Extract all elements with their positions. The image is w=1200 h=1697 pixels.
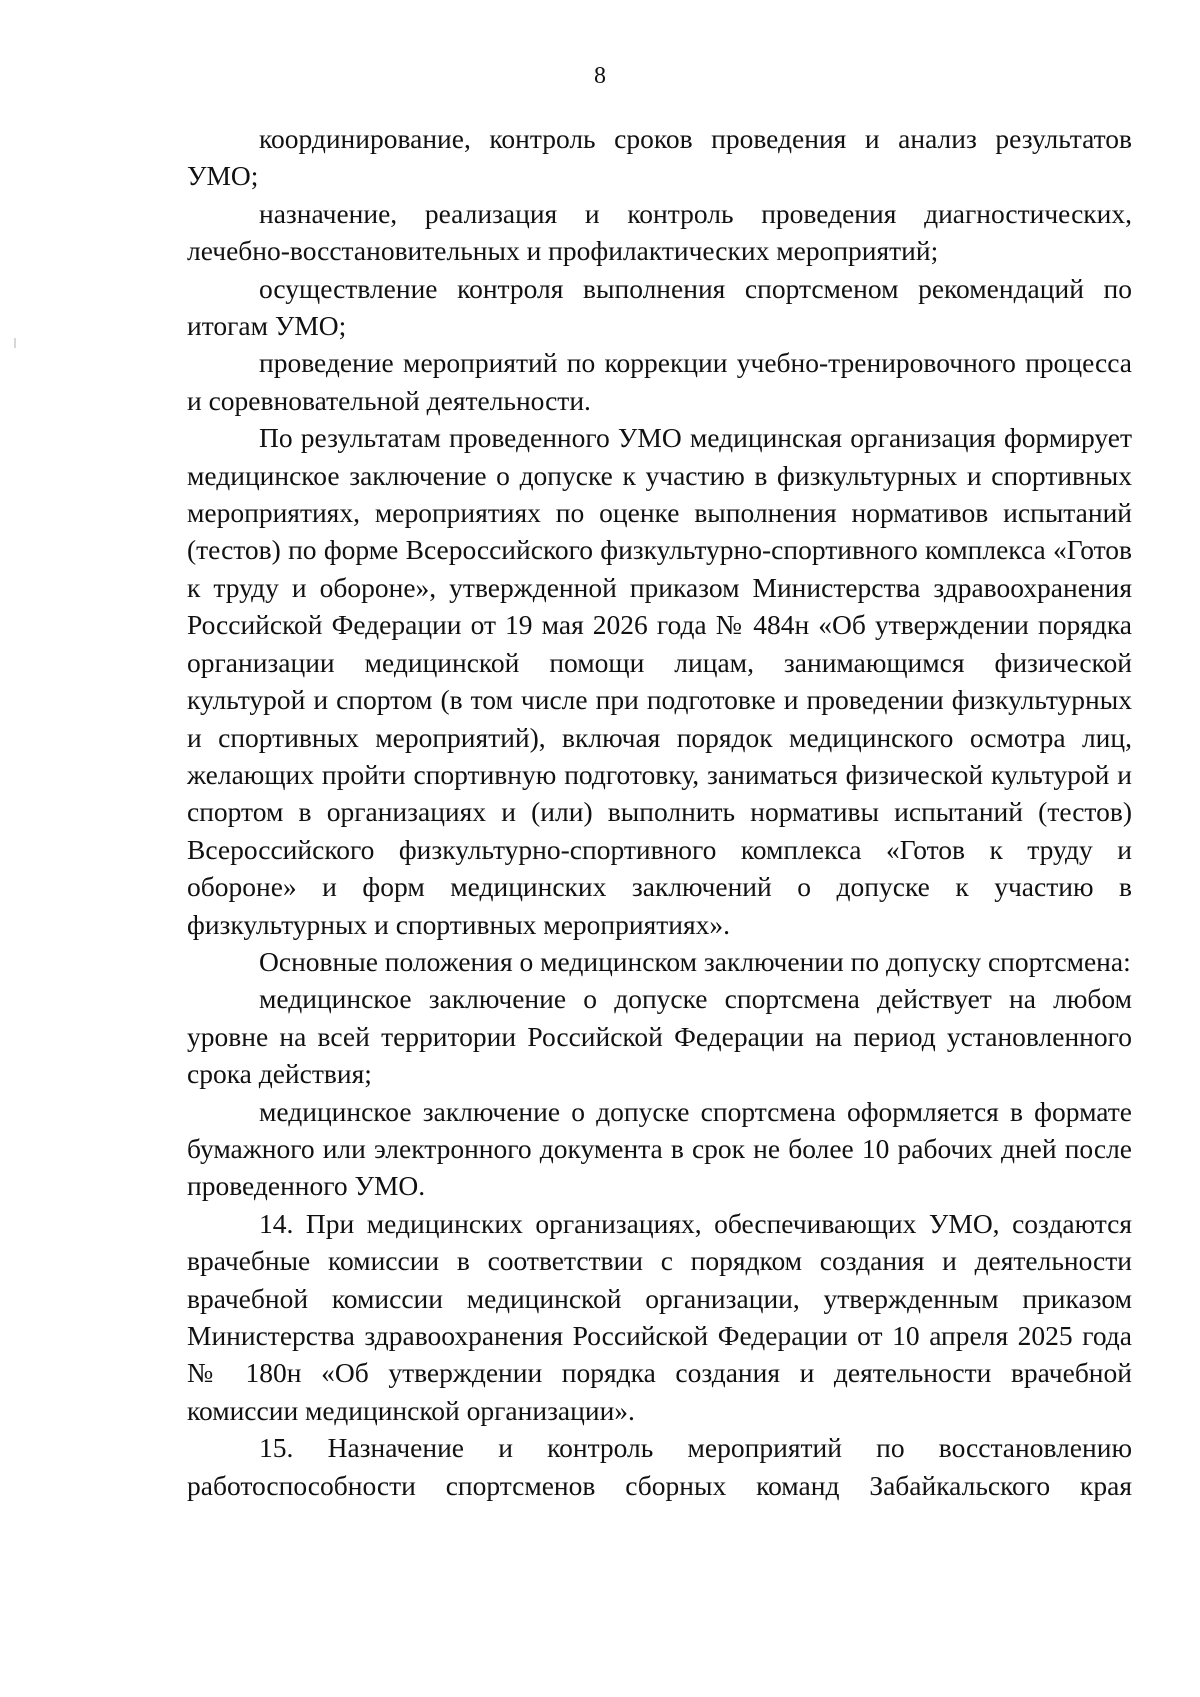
paragraph-prescription: назначение, реализация и контроль проведения диагностических, лечебно-восстановительных и профилактических мероприятий;: [187, 197, 1132, 267]
paragraph-monitoring: осуществление контроля выполнения спортсменом рекомендаций по итогам УМО;: [187, 272, 1132, 342]
paragraph-item-15: 15. Назначение и контроль мероприятий по восстановлению работоспособности спортсменов сборных команд Забайкальского края: [187, 1432, 1132, 1501]
paragraph-medical-conclusion: По результатам проведенного УМО медицинская организация формирует медицинское заключение о допуске к участию в физкультурных и спортивных мероприятиях, мероприятиях по оценке выполнения нормативов испытаний (тестов) по форме Всероссийского физкультурно-спортивного комплекса «Готов к труду и обороне», утвержденной приказом Министерства здравоохранения Российской Федерации от 19 мая 2026 года № 484н «Об утверждении порядка организации медицинской помощи лицам, занимающимся физической культурой и спортом (в том числе при подготовке и проведении физкультурных и спортивных мероприятий), включая порядок медицинского осмотра лиц, желающих пройти спортивную подготовку, заниматься физической культурой и спортом в организациях и (или) выполнить нормативы испытаний (тестов) Всероссийского физкультурно-спортивного комплекса «Готов к труду и обороне» и форм медицинских заключений о допуске к участию в физкультурных и спортивных мероприятиях».: [187, 422, 1132, 940]
paragraph-format: медицинское заключение о допуске спортсмена оформляется в формате бумажного или электронного документа в срок не более 10 рабочих дней после проведенного УМО.: [187, 1095, 1132, 1202]
paragraph-item-14: 14. При медицинских организациях, обеспечивающих УМО, создаются врачебные комиссии в соответствии с порядком создания и деятельности врачебной комиссии медицинской организации, утвержденным приказом Министерства здравоохранения Российской Федерации от 10 апреля 2025 года № 180н «Об утверждении порядка создания и деятельности врачебной комиссии медицинской организации».: [187, 1207, 1132, 1426]
page-number: 8: [594, 63, 606, 89]
scan-margin-mark: [14, 338, 16, 348]
paragraph-coordination: координирование, контроль сроков проведения и анализ результатов УМО;: [187, 123, 1132, 192]
document-body: [187, 120, 1132, 1504]
paragraph-correction: проведение мероприятий по коррекции учебно-тренировочного процесса и соревновательной деятельности.: [187, 347, 1132, 416]
paragraph-main-provisions: Основные положения о медицинском заключении по допуску спортсмена:: [259, 945, 1131, 977]
paragraph-validity: медицинское заключение о допуске спортсмена действует на любом уровне на всей территории Российской Федерации на период установленного срока действия;: [187, 983, 1132, 1090]
